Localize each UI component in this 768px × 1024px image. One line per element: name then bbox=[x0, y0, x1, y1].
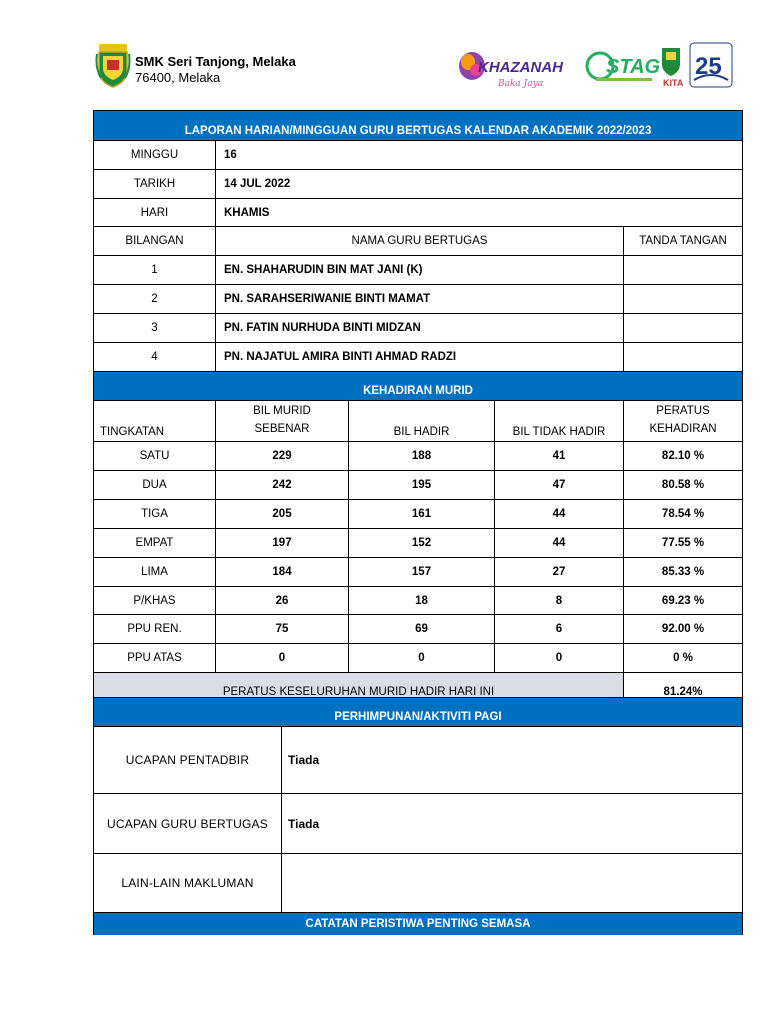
khazanah-logo bbox=[459, 52, 564, 89]
tarikh-label: TARIKH bbox=[94, 170, 216, 199]
overall-attendance-label: PERATUS KESELURUHAN MURID HADIR HARI INI bbox=[94, 673, 624, 702]
school-name: SMK Seri Tanjong, Melaka bbox=[135, 54, 296, 69]
bil-tidak-hadir-header: BIL TIDAK HADIR bbox=[495, 401, 624, 442]
partner-logos bbox=[456, 40, 736, 92]
peratus-cell: 78.54 % bbox=[624, 500, 743, 529]
attendance-row bbox=[94, 558, 743, 587]
hadir-cell: 195 bbox=[349, 471, 495, 500]
tingkatan-cell: LIMA bbox=[94, 558, 216, 587]
peratus-cell: 82.10 % bbox=[624, 442, 743, 471]
tidak-hadir-cell: 41 bbox=[495, 442, 624, 471]
tidak-hadir-cell: 44 bbox=[495, 500, 624, 529]
attendance-row bbox=[94, 471, 743, 500]
tingkatan-cell: TIGA bbox=[94, 500, 216, 529]
sebenar-cell: 205 bbox=[216, 500, 349, 529]
duty-report-table bbox=[93, 110, 743, 702]
sebenar-cell: 197 bbox=[216, 529, 349, 558]
hadir-cell: 188 bbox=[349, 442, 495, 471]
hadir-cell: 0 bbox=[349, 644, 495, 673]
assembly-table bbox=[93, 697, 743, 935]
hadir-cell: 157 bbox=[349, 558, 495, 587]
sebenar-cell: 229 bbox=[216, 442, 349, 471]
tidak-hadir-cell: 6 bbox=[495, 615, 624, 644]
assembly-row bbox=[94, 854, 743, 913]
assembly-row bbox=[94, 727, 743, 794]
peratus-cell: 85.33 % bbox=[624, 558, 743, 587]
teacher-number: 3 bbox=[94, 314, 216, 343]
tanda-tangan-header: TANDA TANGAN bbox=[624, 227, 743, 256]
bil-murid-header-line2: SEBENAR bbox=[254, 423, 310, 435]
signature-cell[interactable] bbox=[624, 256, 743, 285]
attendance-row bbox=[94, 587, 743, 615]
teacher-number: 1 bbox=[94, 256, 216, 285]
teacher-name: EN. SHAHARUDIN BIN MAT JANI (K) bbox=[216, 256, 624, 285]
overall-attendance-value: 81.24% bbox=[624, 673, 743, 702]
duty-teacher-row bbox=[94, 285, 743, 314]
bil-murid-header-line1: BIL MURID bbox=[253, 405, 311, 417]
hadir-cell: 69 bbox=[349, 615, 495, 644]
stag-logo bbox=[587, 53, 660, 81]
tidak-hadir-cell: 44 bbox=[495, 529, 624, 558]
duty-teacher-row bbox=[94, 343, 743, 372]
lain-lain-makluman-value[interactable] bbox=[282, 854, 743, 913]
attendance-row bbox=[94, 644, 743, 673]
tidak-hadir-cell: 27 bbox=[495, 558, 624, 587]
teacher-number: 4 bbox=[94, 343, 216, 372]
tingkatan-cell: PPU REN. bbox=[94, 615, 216, 644]
peratus-header-line2: KEHADIRAN bbox=[649, 423, 717, 435]
ucapan-pentadbir-value[interactable]: Tiada bbox=[282, 727, 743, 794]
svg-text:Baka Jaya: Baka Jaya bbox=[498, 79, 544, 89]
attendance-row bbox=[94, 500, 743, 529]
tingkatan-cell: EMPAT bbox=[94, 529, 216, 558]
events-section-title: CATATAN PERISTIWA PENTING SEMASA bbox=[94, 913, 743, 935]
peratus-header-line1: PERATUS bbox=[656, 405, 710, 417]
teacher-name: PN. NAJATUL AMIRA BINTI AHMAD RADZI bbox=[216, 343, 624, 372]
svg-text:KITA: KITA bbox=[663, 78, 684, 88]
tingkatan-cell: SATU bbox=[94, 442, 216, 471]
ucapan-guru-bertugas-value[interactable]: Tiada bbox=[282, 794, 743, 854]
assembly-section-title: PERHIMPUNAN/AKTIVITI PAGI bbox=[94, 698, 743, 727]
svg-text:25: 25 bbox=[695, 53, 722, 80]
signature-cell[interactable] bbox=[624, 343, 743, 372]
tingkatan-cell: DUA bbox=[94, 471, 216, 500]
lain-lain-makluman-label: LAIN-LAIN MAKLUMAN bbox=[94, 854, 282, 913]
teacher-number: 2 bbox=[94, 285, 216, 314]
sebenar-cell: 184 bbox=[216, 558, 349, 587]
hadir-cell: 161 bbox=[349, 500, 495, 529]
tidak-hadir-cell: 47 bbox=[495, 471, 624, 500]
attendance-section-title: KEHADIRAN MURID bbox=[94, 372, 743, 401]
sebenar-cell: 26 bbox=[216, 587, 349, 615]
tidak-hadir-cell: 0 bbox=[495, 644, 624, 673]
teacher-name: PN. SARAHSERIWANIE BINTI MAMAT bbox=[216, 285, 624, 314]
svg-text:STAG: STAG bbox=[606, 56, 661, 78]
teacher-name: PN. FATIN NURHUDA BINTI MIDZAN bbox=[216, 314, 624, 343]
tarikh-value: 14 JUL 2022 bbox=[216, 170, 743, 199]
peratus-cell: 80.58 % bbox=[624, 471, 743, 500]
attendance-row bbox=[94, 529, 743, 558]
ucapan-pentadbir-label: UCAPAN PENTADBIR bbox=[94, 727, 282, 794]
attendance-row bbox=[94, 615, 743, 644]
sebenar-cell: 75 bbox=[216, 615, 349, 644]
bil-murid-sebenar-header bbox=[216, 401, 349, 442]
signature-cell[interactable] bbox=[624, 285, 743, 314]
school-crest-logo bbox=[95, 42, 131, 88]
peratus-cell: 92.00 % bbox=[624, 615, 743, 644]
peratus-cell: 77.55 % bbox=[624, 529, 743, 558]
signature-cell[interactable] bbox=[624, 314, 743, 343]
duty-teacher-row bbox=[94, 256, 743, 285]
peratus-kehadiran-header bbox=[624, 401, 743, 442]
peratus-cell: 69.23 % bbox=[624, 587, 743, 615]
minggu-label: MINGGU bbox=[94, 141, 216, 170]
nama-guru-header: NAMA GURU BERTUGAS bbox=[216, 227, 624, 256]
hari-value: KHAMIS bbox=[216, 199, 743, 227]
minggu-value: 16 bbox=[216, 141, 743, 170]
hari-label: HARI bbox=[94, 199, 216, 227]
tingkatan-cell: PPU ATAS bbox=[94, 644, 216, 673]
sebenar-cell: 242 bbox=[216, 471, 349, 500]
bilangan-header: BILANGAN bbox=[94, 227, 216, 256]
sebenar-cell: 0 bbox=[216, 644, 349, 673]
hadir-cell: 152 bbox=[349, 529, 495, 558]
ucapan-guru-bertugas-label: UCAPAN GURU BERTUGAS bbox=[94, 794, 282, 854]
tingkatan-header: TINGKATAN bbox=[94, 401, 216, 442]
anniversary-25-logo bbox=[690, 43, 732, 87]
assembly-row bbox=[94, 794, 743, 854]
kita-logo bbox=[662, 48, 684, 88]
hadir-cell: 18 bbox=[349, 587, 495, 615]
bil-hadir-header: BIL HADIR bbox=[349, 401, 495, 442]
tidak-hadir-cell: 8 bbox=[495, 587, 624, 615]
school-address: 76400, Melaka bbox=[135, 70, 221, 85]
attendance-row bbox=[94, 442, 743, 471]
svg-text:KHAZANAH: KHAZANAH bbox=[478, 59, 563, 76]
report-title: LAPORAN HARIAN/MINGGUAN GURU BERTUGAS KALENDAR AKADEMIK 2022/2023 bbox=[94, 111, 743, 141]
tingkatan-cell: P/KHAS bbox=[94, 587, 216, 615]
peratus-cell: 0 % bbox=[624, 644, 743, 673]
duty-teacher-row bbox=[94, 314, 743, 343]
